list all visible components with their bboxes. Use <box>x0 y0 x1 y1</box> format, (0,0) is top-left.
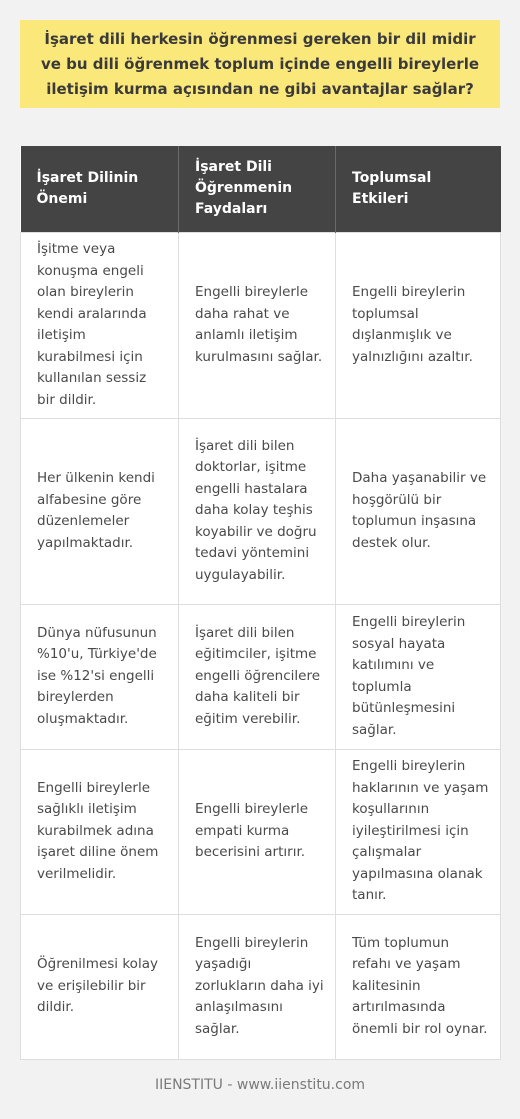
table-cell: İşaret dili bilen eğitimciler, işitme engelli öğrencilere daha kaliteli bir eğitim verebilir. <box>179 604 336 749</box>
table-cell: Engelli bireylerle sağlıklı iletişim kurabilmek adına işaret diline önem verilmelidir. <box>21 749 179 914</box>
table-cell: Engelli bireylerin sosyal hayata katılımını ve toplumla bütünleşmesini sağlar. <box>336 604 501 749</box>
table-row <box>21 914 501 1059</box>
table-header-row <box>21 146 501 232</box>
table-cell: Her ülkenin kendi alfabesine göre düzenlemeler yapılmaktadır. <box>21 418 179 604</box>
question-box <box>20 20 500 108</box>
table-cell: Öğrenilmesi kolay ve erişilebilir bir dildir. <box>21 914 179 1059</box>
table-cell: Engelli bireylerle empati kurma becerisini artırır. <box>179 749 336 914</box>
table-row <box>21 749 501 914</box>
table-cell: Engelli bireylerin toplumsal dışlanmışlık ve yalnızlığını azaltır. <box>336 232 501 418</box>
column-header-importance: İşaret Dilinin Önemi <box>21 146 179 232</box>
table-cell: İşaret dili bilen doktorlar, işitme engelli hastalara daha kolay teşhis koyabilir ve doğru tedavi yöntemini uygulayabilir. <box>179 418 336 604</box>
footer-credit: IIENSTITU - www.iienstitu.com <box>154 1077 366 1093</box>
table-cell: Tüm toplumun refahı ve yaşam kalitesinin artırılmasında önemli bir rol oynar. <box>336 914 501 1059</box>
table-cell: Engelli bireylerin yaşadığı zorlukların daha iyi anlaşılmasını sağlar. <box>179 914 336 1059</box>
table-row <box>21 232 501 418</box>
column-header-benefits: İşaret Dili Öğrenmenin Faydaları <box>179 146 336 232</box>
column-header-social-effects: Toplumsal Etkileri <box>336 146 501 232</box>
table-cell: İşitme veya konuşma engeli olan bireylerin kendi aralarında iletişim kurabilmesi için kullanılan sessiz bir dildir. <box>21 232 179 418</box>
table-row <box>21 418 501 604</box>
table-row <box>21 604 501 749</box>
comparison-table <box>20 146 501 1060</box>
table-cell: Daha yaşanabilir ve hoşgörülü bir toplumun inşasına destek olur. <box>336 418 501 604</box>
table-cell: Dünya nüfusunun %10'u, Türkiye'de ise %12'si engelli bireylerden oluşmaktadır. <box>21 604 179 749</box>
table-cell: Engelli bireylerle daha rahat ve anlamlı iletişim kurulmasını sağlar. <box>179 232 336 418</box>
question-text: İşaret dili herkesin öğrenmesi gereken bir dil midir ve bu dili öğrenmek toplum içinde engelli bireylerle iletişim kurma açısından ne gibi avantajlar sağlar? <box>40 29 480 98</box>
table-cell: Engelli bireylerin haklarının ve yaşam koşullarının iyileştirilmesi için çalışmalar yapılmasına olanak tanır. <box>336 749 501 914</box>
